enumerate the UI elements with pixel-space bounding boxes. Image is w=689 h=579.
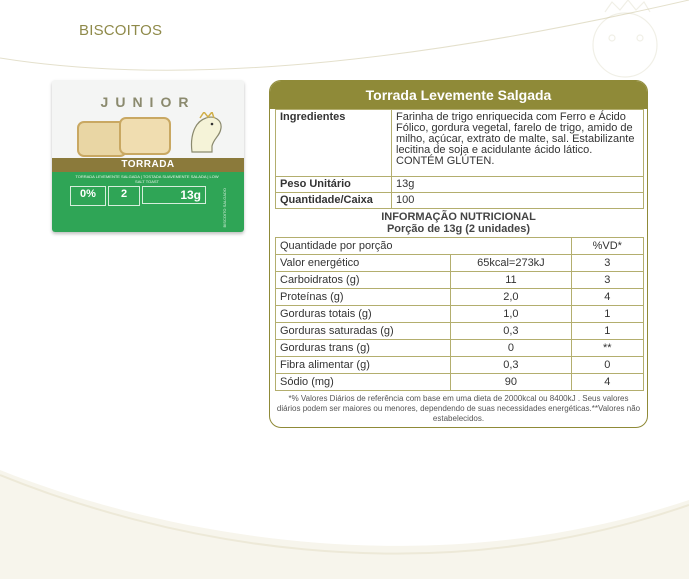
package-side-text: BISCOITO SALGADO [222, 188, 227, 228]
table-row [276, 374, 644, 391]
nutrient-name: Proteínas (g) [276, 289, 451, 306]
nutrient-amount: 2,0 [451, 289, 571, 306]
package-subtitle: TORRADA LEVEMENTE SALGADA | TOSTADA SUAVEMENTE SALADA | LOW SALT TOAST [75, 174, 219, 184]
unit-weight-value: 13g [392, 177, 644, 193]
nutrition-footnote: *% Valores Diários de referência com base em uma dieta de 2000kcal ou 8400kJ . Seus valores diários podem ser maiores ou menores, dependendo de suas necessidades energéticas.**Valores não estabelecidos. [276, 394, 641, 423]
nutrient-name: Sódio (mg) [276, 374, 451, 391]
nutrition-table [275, 237, 644, 391]
product-package-image [52, 80, 244, 232]
col-vd-header: %VD* [571, 238, 644, 255]
col-qty-header: Quantidade por porção [276, 238, 572, 255]
nutrition-header-portion: Porção de 13g (2 unidades) [386, 223, 531, 235]
nutrient-amount: 65kcal=273kJ [451, 255, 571, 272]
ingredients-label: Ingredientes [276, 110, 392, 177]
nutrient-amount: 0,3 [451, 357, 571, 374]
table-row [276, 272, 644, 289]
product-info-table [275, 109, 644, 209]
nutrient-vd: 3 [571, 272, 644, 289]
unit-weight-row [276, 177, 644, 193]
qty-box-row [276, 193, 644, 209]
nutrient-name: Carboidratos (g) [276, 272, 451, 289]
qty-box-value: 100 [392, 193, 644, 209]
nutrient-vd: 1 [571, 323, 644, 340]
nutrition-table-header [276, 238, 644, 255]
nutrient-name: Gorduras totais (g) [276, 306, 451, 323]
nutrient-name: Gorduras saturadas (g) [276, 323, 451, 340]
table-row [276, 306, 644, 323]
package-badge-units: 2 [108, 186, 140, 206]
section-title: BISCOITOS [79, 22, 163, 39]
nutrient-vd: ** [571, 340, 644, 357]
package-band-label: TORRADA [52, 158, 244, 172]
nutrient-amount: 11 [451, 272, 571, 289]
nutrient-amount: 0,3 [451, 323, 571, 340]
nutrient-amount: 1,0 [451, 306, 571, 323]
table-row [276, 255, 644, 272]
nutrient-vd: 3 [571, 255, 644, 272]
product-title: Torrada Levemente Salgada [270, 81, 647, 109]
nutrient-name: Valor energético [276, 255, 451, 272]
nutrition-header-title: INFORMAÇÃO NUTRICIONAL [381, 211, 536, 223]
table-row [276, 340, 644, 357]
qty-box-label: Quantidade/Caixa [276, 193, 392, 209]
nutrient-name: Gorduras trans (g) [276, 340, 451, 357]
package-green-panel [52, 172, 244, 232]
ingredients-value: Farinha de trigo enriquecida com Ferro e Ácido Fólico, gordura vegetal, farelo de trigo, amido de milho, açúcar, extrato de malte, sal. Estabilizante lecitina de soja e acidulante ácido lático. CONTÉM GLÚTEN. [392, 110, 644, 177]
toast-slices-illustration [76, 116, 186, 158]
ingredients-row [276, 110, 644, 177]
nutrient-vd: 0 [571, 357, 644, 374]
nutrient-vd: 4 [571, 374, 644, 391]
nutrient-amount: 0 [451, 340, 571, 357]
table-row [276, 323, 644, 340]
table-row [276, 289, 644, 306]
package-badge-weight: 13g [142, 186, 206, 204]
nutrient-vd: 4 [571, 289, 644, 306]
nutrition-panel [269, 80, 648, 428]
polar-bear-illustration [186, 112, 226, 156]
nutrition-header [270, 209, 647, 237]
unit-weight-label: Peso Unitário [276, 177, 392, 193]
package-badge-fat: 0% [70, 186, 106, 206]
nutrient-vd: 1 [571, 306, 644, 323]
nutrient-name: Fibra alimentar (g) [276, 357, 451, 374]
table-row [276, 357, 644, 374]
package-brand: JUNIOR [100, 94, 196, 110]
nutrient-amount: 90 [451, 374, 571, 391]
